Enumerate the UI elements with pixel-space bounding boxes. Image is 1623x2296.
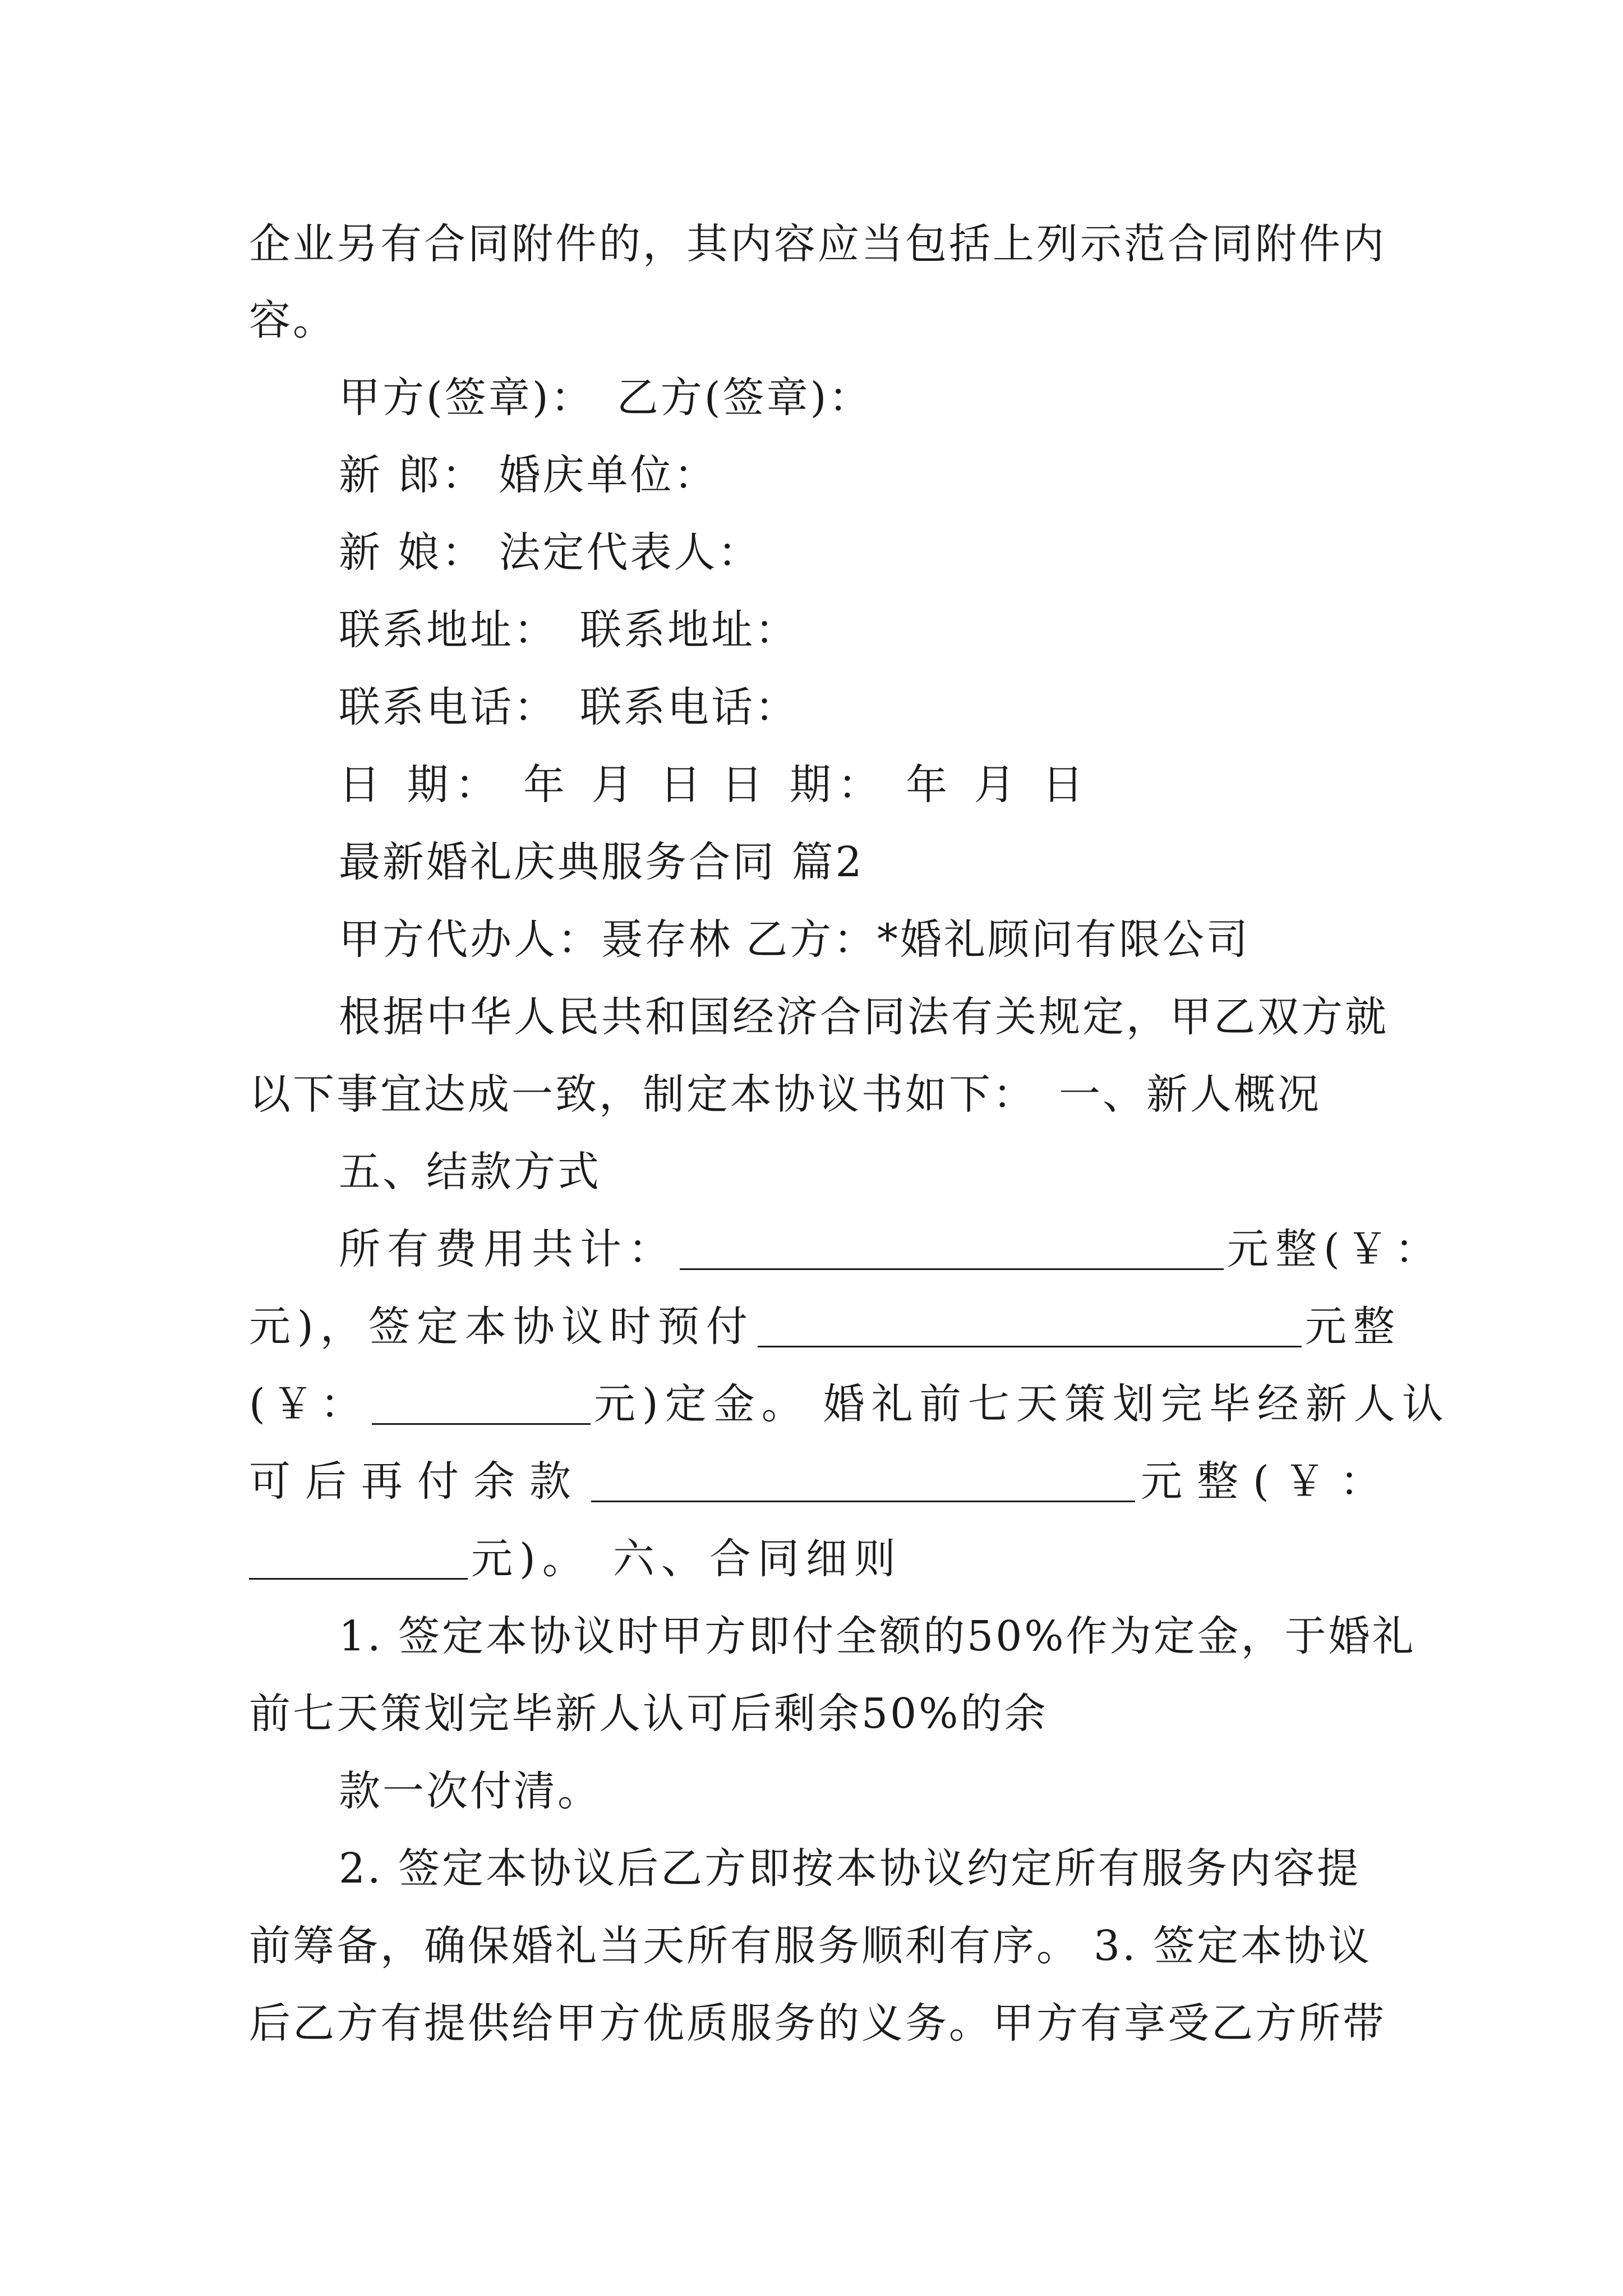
paragraph-annex-line-1: 企业另有合同附件的，其内容应当包括上列示范合同附件内 [249,220,1386,268]
signature-row [339,374,873,422]
paragraph-annex-line-2: 容。 [249,296,336,344]
party-a-signature-label: 甲方(签章)： [339,374,594,422]
party-a-agent: 甲方代办人：聂存林 [339,915,732,964]
phone-row [339,683,799,731]
rule-3-line-2: 后乙方有提供给甲方优质服务的义务。甲方有享受乙方所带 [249,1999,1386,2047]
prepay-line [249,1303,1401,1351]
balance-blank [591,1461,1135,1502]
address-b-label: 联系地址： [580,606,799,654]
address-a-label: 联系地址： [339,606,557,654]
date-b-label: 日 期： 年 月 日 [721,761,1091,809]
basis-line-2 [249,1070,1321,1119]
balance-suffix: 元整(￥： [1141,1457,1396,1506]
basis-line-1: 根据中华人民共和国经济合同法有关规定，甲乙双方就 [339,993,1389,1041]
balance-end-line [249,1535,902,1583]
section-5-heading: 五、结款方式 [339,1148,601,1196]
groom-label: 新 郎： [339,451,486,499]
section-1-heading: 一、新人概况 [1059,1070,1321,1119]
date-row [339,761,1091,809]
party-b-name: 乙方：*婚礼顾问有限公司 [746,915,1250,964]
groom-row [339,451,718,499]
rule-2-line-2 [249,1922,1372,1970]
deposit-blank [372,1384,591,1425]
fee-total-suffix: 元整(￥： [1227,1225,1443,1273]
balance-intro: 婚礼前七天策划完毕经新人认 [823,1380,1450,1428]
phone-a-label: 联系电话： [339,683,557,731]
parties-row [339,915,1250,964]
prepay-prefix: 元)，签定本协议时预付 [249,1303,754,1351]
deposit-suffix: 元)定金。 [593,1380,810,1428]
prepay-blank [758,1306,1302,1347]
bride-row [339,528,762,577]
balance-line [249,1457,1396,1506]
prepay-suffix: 元整 [1304,1303,1401,1351]
deposit-line [249,1380,1450,1428]
balance-prefix: 可后再付余款 [249,1457,585,1506]
balance-amount-blank [249,1539,468,1580]
basis-text: 以下事宜达成一致，制定本协议书如下： [249,1070,1036,1119]
party-b-signature-label: 乙方(签章)： [616,374,873,422]
rule-2-text: 前筹备，确保婚礼当天所有服务顺利有序。 [249,1922,1080,1970]
contract-2-title: 最新婚礼庆典服务合同 篇2 [339,838,864,886]
balance-end: 元)。 [471,1535,591,1583]
rule-1-line-1: 1. 签定本协议时甲方即付全额的50%作为定金，于婚礼 [339,1612,1416,1660]
rule-3-start: 3. 签定本协议 [1094,1922,1372,1970]
rule-2-line-1: 2. 签定本协议后乙方即按本协议约定所有服务内容提 [339,1844,1361,1893]
section-6-heading: 六、合同细则 [612,1535,902,1583]
deposit-prefix: (￥： [249,1380,368,1428]
rule-1-line-3: 款一次付清。 [339,1767,601,1815]
legal-representative-label: 法定代表人： [499,528,762,577]
rule-1-line-2: 前七天策划完毕新人认可后剩余50%的余 [249,1690,1048,1738]
phone-b-label: 联系电话： [580,683,799,731]
fee-total-blank [680,1229,1224,1270]
bride-label: 新 娘： [339,528,486,577]
fee-total-line [339,1225,1443,1273]
date-a-label: 日 期： 年 月 日 [339,761,708,809]
fee-total-prefix: 所有费用共计： [339,1225,676,1273]
address-row [339,606,799,654]
wedding-unit-label: 婚庆单位： [499,451,718,499]
